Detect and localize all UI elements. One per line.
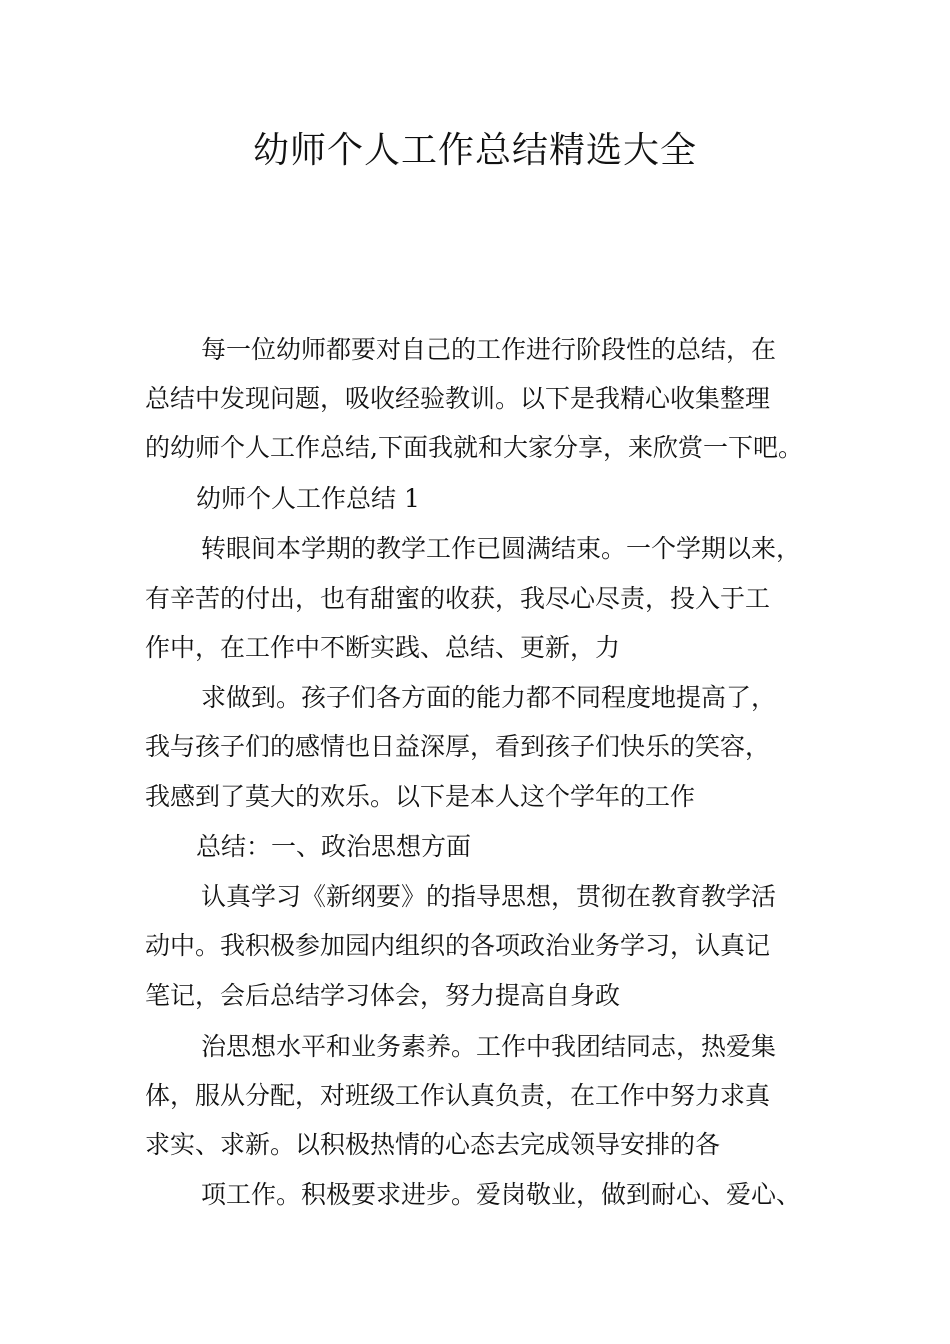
- paragraph-line: 笔记，会后总结学习体会，努力提高自身政: [145, 981, 621, 1010]
- paragraph-line: 的幼师个人工作总结,下面我就和大家分享，来欣赏一下吧。: [145, 433, 803, 462]
- paragraph-line: 求做到。孩子们各方面的能力都不同程度地提高了，: [201, 683, 777, 712]
- paragraph-line: 转眼间本学期的教学工作已圆满结束。一个学期以来，: [201, 534, 802, 563]
- paragraph-line: 治思想水平和业务素养。工作中我团结同志，热爱集: [201, 1032, 777, 1061]
- paragraph-line: 求实、求新。以积极热情的心态去完成领导安排的各: [145, 1130, 721, 1159]
- paragraph-line: 项工作。积极要求进步。爱岗敬业，做到耐心、爱心、: [201, 1180, 802, 1209]
- paragraph-line: 作中，在工作中不断实践、总结、更新，力: [145, 633, 621, 662]
- paragraph-line: 有辛苦的付出，也有甜蜜的收获，我尽心尽责，投入于工: [145, 584, 771, 613]
- paragraph-line: 我与孩子们的感情也日益深厚，看到孩子们快乐的笑容，: [145, 732, 771, 761]
- page-title: 幼师个人工作总结精选大全: [252, 130, 697, 171]
- paragraph-line: 认真学习《新纲要》的指导思想，贯彻在教育教学活: [201, 882, 777, 911]
- section-heading: 总结：一、政治思想方面: [196, 832, 472, 861]
- paragraph-line: 体，服从分配，对班级工作认真负责，在工作中努力求真: [145, 1081, 771, 1110]
- paragraph-line: 总结中发现问题，吸收经验教训。以下是我精心收集整理: [145, 384, 771, 413]
- paragraph-line: 我感到了莫大的欢乐。以下是本人这个学年的工作: [145, 782, 696, 811]
- paragraph-line: 动中。我积极参加园内组织的各项政治业务学习，认真记: [145, 931, 771, 960]
- section-heading: 幼师个人工作总结 1: [196, 484, 420, 513]
- paragraph-line: 每一位幼师都要对自己的工作进行阶段性的总结，在: [201, 335, 777, 364]
